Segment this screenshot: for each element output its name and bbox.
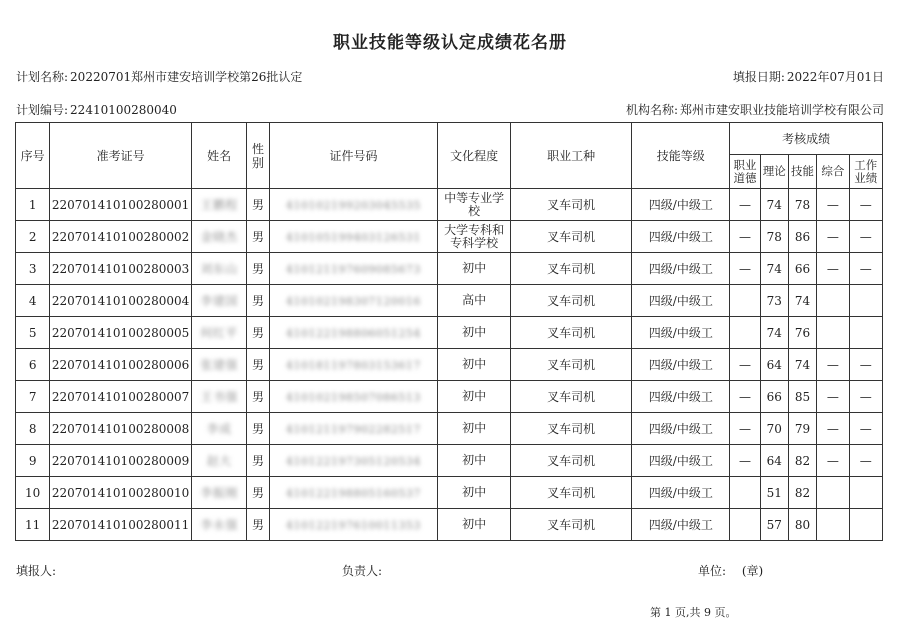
cell-occupation: 叉车司机 bbox=[511, 413, 632, 445]
cell-theory: 64 bbox=[760, 349, 788, 381]
table-row bbox=[16, 413, 883, 445]
cell-name bbox=[191, 381, 247, 413]
cell-id-no bbox=[269, 221, 438, 253]
cell-skill: 82 bbox=[788, 445, 816, 477]
cell-exam-no: 220701410100280005 bbox=[50, 317, 191, 349]
cell-id-no bbox=[269, 285, 438, 317]
cell-ethics: — bbox=[730, 221, 760, 253]
cell-ethics bbox=[730, 477, 760, 509]
cell-id-no-text: 410122198806051254 bbox=[285, 326, 421, 340]
cell-theory: 78 bbox=[760, 221, 788, 253]
cell-gender: 男 bbox=[247, 509, 269, 541]
plan-name bbox=[16, 68, 302, 85]
cell-id-no-text: 410102198307120016 bbox=[285, 294, 421, 308]
cell-name-text: 金晓杰 bbox=[200, 230, 238, 244]
header-seq: 序号 bbox=[16, 123, 50, 189]
cell-theory: 66 bbox=[760, 381, 788, 413]
plan-no-label: 计划编号: bbox=[16, 103, 69, 117]
cell-ethics: — bbox=[730, 349, 760, 381]
cell-gender: 男 bbox=[247, 477, 269, 509]
cell-seq: 1 bbox=[16, 189, 50, 221]
cell-exam-no: 220701410100280008 bbox=[50, 413, 191, 445]
cell-id-no-text: 410121197609085673 bbox=[285, 262, 421, 276]
cell-id-no bbox=[269, 413, 438, 445]
cell-skill-level: 四级/中级工 bbox=[632, 253, 730, 285]
cell-comprehensive: — bbox=[817, 253, 849, 285]
cell-education: 初中 bbox=[438, 413, 511, 445]
cell-seq: 8 bbox=[16, 413, 50, 445]
cell-skill: 76 bbox=[788, 317, 816, 349]
header-theory: 理论 bbox=[760, 155, 788, 189]
table-row bbox=[16, 509, 883, 541]
table-row bbox=[16, 349, 883, 381]
cell-occupation: 叉车司机 bbox=[511, 221, 632, 253]
cell-skill-level: 四级/中级工 bbox=[632, 189, 730, 221]
cell-ethics: — bbox=[730, 381, 760, 413]
cell-id-no-text: 410105199403126531 bbox=[285, 230, 421, 244]
cell-name-text: 张建强 bbox=[200, 358, 238, 372]
cell-name bbox=[191, 349, 247, 381]
cell-comprehensive bbox=[817, 477, 849, 509]
cell-skill: 78 bbox=[788, 189, 816, 221]
cell-name bbox=[191, 477, 247, 509]
cell-skill-level: 四级/中级工 bbox=[632, 445, 730, 477]
header-skill-level: 技能等级 bbox=[632, 123, 730, 189]
cell-work-performance bbox=[849, 477, 882, 509]
cell-education: 初中 bbox=[438, 509, 511, 541]
cell-ethics bbox=[730, 509, 760, 541]
cell-work-performance: — bbox=[849, 413, 882, 445]
cell-skill-level: 四级/中级工 bbox=[632, 349, 730, 381]
cell-id-no-text: 410122198805160537 bbox=[285, 486, 421, 500]
cell-name bbox=[191, 253, 247, 285]
table-row bbox=[16, 221, 883, 253]
cell-gender: 男 bbox=[247, 253, 269, 285]
cell-name bbox=[191, 445, 247, 477]
cell-comprehensive: — bbox=[817, 413, 849, 445]
cell-id-no-text: 410121197902282517 bbox=[285, 422, 421, 436]
cell-id-no bbox=[269, 445, 438, 477]
table-row bbox=[16, 381, 883, 413]
cell-ethics: — bbox=[730, 413, 760, 445]
table-row bbox=[16, 285, 883, 317]
cell-skill-level: 四级/中级工 bbox=[632, 317, 730, 349]
cell-comprehensive: — bbox=[817, 221, 849, 253]
cell-id-no bbox=[269, 189, 438, 221]
cell-gender: 男 bbox=[247, 285, 269, 317]
cell-seq: 10 bbox=[16, 477, 50, 509]
cell-theory: 74 bbox=[760, 253, 788, 285]
cell-gender: 男 bbox=[247, 445, 269, 477]
cell-exam-no: 220701410100280009 bbox=[50, 445, 191, 477]
cell-comprehensive: — bbox=[817, 381, 849, 413]
plan-name-value: 20220701郑州市建安培训学校第26批认定 bbox=[70, 70, 303, 84]
seal-label: (章) bbox=[741, 564, 764, 578]
org-value: 郑州市建安职业技能培训学校有限公司 bbox=[679, 103, 884, 117]
cell-occupation: 叉车司机 bbox=[511, 189, 632, 221]
cell-skill-level: 四级/中级工 bbox=[632, 509, 730, 541]
cell-id-no bbox=[269, 317, 438, 349]
cell-skill: 79 bbox=[788, 413, 816, 445]
cell-education: 高中 bbox=[438, 285, 511, 317]
cell-theory: 74 bbox=[760, 317, 788, 349]
cell-occupation: 叉车司机 bbox=[511, 509, 632, 541]
header-exam-no: 准考证号 bbox=[50, 123, 191, 189]
cell-id-no-text: 410181197803153617 bbox=[285, 358, 421, 372]
cell-exam-no: 220701410100280007 bbox=[50, 381, 191, 413]
cell-id-no-text: 410122197610011353 bbox=[285, 518, 421, 532]
cell-comprehensive: — bbox=[817, 349, 849, 381]
score-table bbox=[15, 122, 883, 541]
cell-theory: 73 bbox=[760, 285, 788, 317]
cell-skill-level: 四级/中级工 bbox=[632, 285, 730, 317]
table-row bbox=[16, 445, 883, 477]
cell-name-text: 王鹏程 bbox=[200, 198, 238, 212]
header-id-no: 证件号码 bbox=[269, 123, 438, 189]
cell-work-performance bbox=[849, 509, 882, 541]
table-row bbox=[16, 189, 883, 221]
cell-skill: 74 bbox=[788, 285, 816, 317]
cell-comprehensive bbox=[817, 509, 849, 541]
cell-exam-no: 220701410100280003 bbox=[50, 253, 191, 285]
cell-gender: 男 bbox=[247, 413, 269, 445]
cell-skill: 82 bbox=[788, 477, 816, 509]
cell-theory: 70 bbox=[760, 413, 788, 445]
cell-name bbox=[191, 221, 247, 253]
cell-comprehensive bbox=[817, 285, 849, 317]
cell-id-no-text: 410122197305120534 bbox=[285, 454, 421, 468]
header-comprehensive: 综合 bbox=[817, 155, 849, 189]
cell-education: 初中 bbox=[438, 445, 511, 477]
cell-comprehensive bbox=[817, 317, 849, 349]
cell-theory: 74 bbox=[760, 189, 788, 221]
cell-skill-level: 四级/中级工 bbox=[632, 381, 730, 413]
fill-date bbox=[733, 68, 884, 85]
cell-id-no bbox=[269, 477, 438, 509]
cell-skill: 86 bbox=[788, 221, 816, 253]
cell-exam-no: 220701410100280006 bbox=[50, 349, 191, 381]
cell-theory: 51 bbox=[760, 477, 788, 509]
cell-skill: 74 bbox=[788, 349, 816, 381]
cell-gender: 男 bbox=[247, 349, 269, 381]
unit bbox=[698, 562, 763, 579]
cell-education: 初中 bbox=[438, 381, 511, 413]
cell-education: 初中 bbox=[438, 253, 511, 285]
cell-name bbox=[191, 509, 247, 541]
cell-seq: 3 bbox=[16, 253, 50, 285]
cell-work-performance: — bbox=[849, 445, 882, 477]
cell-work-performance: — bbox=[849, 253, 882, 285]
cell-exam-no: 220701410100280004 bbox=[50, 285, 191, 317]
cell-name-text: 王书强 bbox=[200, 390, 238, 404]
cell-comprehensive: — bbox=[817, 445, 849, 477]
cell-name-text: 李建国 bbox=[200, 294, 238, 308]
cell-occupation: 叉车司机 bbox=[511, 285, 632, 317]
cell-skill-level: 四级/中级工 bbox=[632, 477, 730, 509]
header-occupation: 职业工种 bbox=[511, 123, 632, 189]
header-education: 文化程度 bbox=[438, 123, 511, 189]
cell-work-performance: — bbox=[849, 189, 882, 221]
cell-seq: 2 bbox=[16, 221, 50, 253]
header-gender: 性别 bbox=[247, 123, 269, 189]
cell-name bbox=[191, 285, 247, 317]
cell-exam-no: 220701410100280011 bbox=[50, 509, 191, 541]
cell-work-performance: — bbox=[849, 221, 882, 253]
plan-no-value: 22410100280040 bbox=[70, 103, 177, 117]
cell-work-performance bbox=[849, 317, 882, 349]
cell-gender: 男 bbox=[247, 381, 269, 413]
header-scores-group: 考核成绩 bbox=[730, 123, 883, 155]
cell-education: 初中 bbox=[438, 477, 511, 509]
cell-name-text: 李成 bbox=[206, 422, 232, 436]
page-indicator: 第 1 页,共 9 页。 bbox=[650, 606, 737, 619]
cell-occupation: 叉车司机 bbox=[511, 381, 632, 413]
cell-work-performance: — bbox=[849, 349, 882, 381]
filler: 填报人: bbox=[16, 564, 57, 578]
cell-education: 初中 bbox=[438, 349, 511, 381]
cell-name-text: 何红平 bbox=[200, 326, 238, 340]
cell-ethics: — bbox=[730, 445, 760, 477]
cell-id-no bbox=[269, 509, 438, 541]
cell-name-text: 刘东山 bbox=[200, 262, 238, 276]
cell-id-no bbox=[269, 381, 438, 413]
cell-exam-no: 220701410100280001 bbox=[50, 189, 191, 221]
cell-id-no-text: 410102199203045535 bbox=[285, 198, 421, 212]
plan-no bbox=[16, 101, 177, 118]
cell-work-performance bbox=[849, 285, 882, 317]
org-label: 机构名称: bbox=[625, 103, 678, 117]
header-work-performance: 工作业绩 bbox=[849, 155, 882, 189]
header-ethics: 职业道德 bbox=[730, 155, 760, 189]
table-row bbox=[16, 317, 883, 349]
cell-id-no-text: 410102198507086513 bbox=[285, 390, 421, 404]
cell-gender: 男 bbox=[247, 317, 269, 349]
cell-education: 中等专业学校 bbox=[438, 189, 511, 221]
cell-occupation: 叉车司机 bbox=[511, 349, 632, 381]
cell-id-no bbox=[269, 253, 438, 285]
header-name: 姓名 bbox=[191, 123, 247, 189]
cell-name bbox=[191, 413, 247, 445]
cell-seq: 6 bbox=[16, 349, 50, 381]
cell-theory: 64 bbox=[760, 445, 788, 477]
cell-skill: 66 bbox=[788, 253, 816, 285]
cell-gender: 男 bbox=[247, 221, 269, 253]
cell-work-performance: — bbox=[849, 381, 882, 413]
plan-name-label: 计划名称: bbox=[16, 70, 69, 84]
cell-ethics bbox=[730, 317, 760, 349]
cell-seq: 9 bbox=[16, 445, 50, 477]
cell-name-text: 李振刚 bbox=[200, 486, 238, 500]
document-title: 职业技能等级认定成绩花名册 bbox=[333, 33, 567, 53]
cell-comprehensive: — bbox=[817, 189, 849, 221]
cell-theory: 57 bbox=[760, 509, 788, 541]
cell-skill-level: 四级/中级工 bbox=[632, 413, 730, 445]
cell-name bbox=[191, 317, 247, 349]
cell-ethics bbox=[730, 285, 760, 317]
unit-label: 单位: bbox=[698, 564, 727, 578]
org-name bbox=[626, 101, 884, 118]
cell-education: 初中 bbox=[438, 317, 511, 349]
cell-seq: 5 bbox=[16, 317, 50, 349]
cell-occupation: 叉车司机 bbox=[511, 477, 632, 509]
cell-exam-no: 220701410100280010 bbox=[50, 477, 191, 509]
header-skill: 技能 bbox=[788, 155, 816, 189]
cell-name-text: 李永强 bbox=[200, 518, 238, 532]
cell-seq: 4 bbox=[16, 285, 50, 317]
cell-gender: 男 bbox=[247, 189, 269, 221]
cell-occupation: 叉车司机 bbox=[511, 253, 632, 285]
cell-id-no bbox=[269, 349, 438, 381]
person-in-charge: 负责人: bbox=[342, 564, 383, 578]
fill-date-label: 填报日期: bbox=[732, 70, 785, 84]
cell-seq: 7 bbox=[16, 381, 50, 413]
cell-skill: 85 bbox=[788, 381, 816, 413]
cell-education: 大学专科和专科学校 bbox=[438, 221, 511, 253]
table-row bbox=[16, 253, 883, 285]
cell-occupation: 叉车司机 bbox=[511, 445, 632, 477]
cell-skill: 80 bbox=[788, 509, 816, 541]
cell-occupation: 叉车司机 bbox=[511, 317, 632, 349]
cell-name-text: 赵大 bbox=[206, 454, 232, 468]
fill-date-value: 2022年07月01日 bbox=[786, 70, 884, 84]
table-row bbox=[16, 477, 883, 509]
cell-name bbox=[191, 189, 247, 221]
cell-skill-level: 四级/中级工 bbox=[632, 221, 730, 253]
cell-ethics: — bbox=[730, 189, 760, 221]
cell-exam-no: 220701410100280002 bbox=[50, 221, 191, 253]
cell-seq: 11 bbox=[16, 509, 50, 541]
cell-ethics: — bbox=[730, 253, 760, 285]
